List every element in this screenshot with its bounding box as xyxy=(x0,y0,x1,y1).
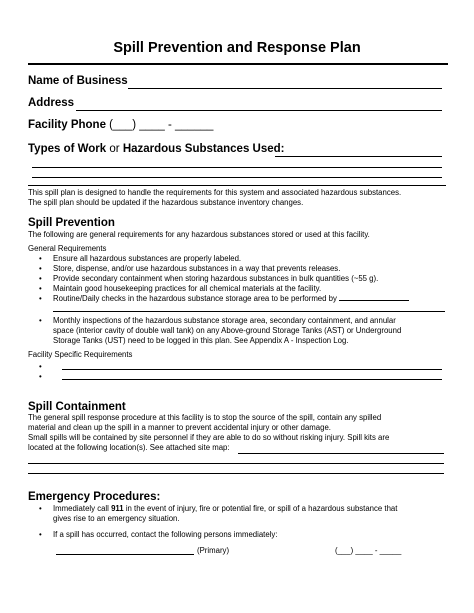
spill-prevention-lead: The following are general requirements for any hazardous substances stored or used at this facility. xyxy=(28,230,370,239)
list-item-text: Ensure all hazardous substances are properly labeled. xyxy=(53,254,242,263)
list-item xyxy=(28,284,458,294)
hazardous-text: Hazardous Substances Used: xyxy=(122,143,285,155)
page-title: Spill Prevention and Response Plan xyxy=(113,40,361,56)
primary-label: (Primary) xyxy=(197,546,230,555)
bullet-icon: • xyxy=(39,274,42,283)
list-item xyxy=(28,264,458,274)
bullet-icon: • xyxy=(39,284,42,293)
intro-line: This spill plan is designed to handle the requirements for this system and associated hazardous substances. xyxy=(28,188,402,197)
general-requirements-list xyxy=(28,254,458,304)
general-requirements-label: General Requirements xyxy=(28,244,107,253)
emergency-item-text: in the event of injury, fire or potential fire, or spill of a hazardous substance that xyxy=(123,504,398,513)
primary-contact-field[interactable] xyxy=(56,554,194,555)
facility-requirement-field[interactable] xyxy=(62,379,442,380)
hazardous-field[interactable] xyxy=(275,156,442,157)
containment-line: The general spill response procedure at this facility is to stop the source of the spill, contain any spilled xyxy=(28,413,382,422)
list-item xyxy=(28,530,458,540)
bullet-icon: • xyxy=(39,504,42,513)
hazardous-extra-line[interactable] xyxy=(32,167,442,168)
monthly-inspection-list xyxy=(28,316,458,346)
list-item xyxy=(28,274,458,284)
bullet-icon: • xyxy=(39,264,42,273)
emergency-item-text: Immediately call xyxy=(53,504,112,513)
spill-prevention-heading: Spill Prevention xyxy=(28,217,115,229)
emergency-heading: Emergency Procedures: xyxy=(28,491,161,503)
title-divider xyxy=(28,63,448,65)
monthly-line: space (interior cavity of double wall tank) on any Above-ground Storage Tanks (AST) or Underground xyxy=(53,326,402,335)
list-item xyxy=(28,504,458,524)
business-label: Name of Business xyxy=(28,75,128,87)
phone-label-text: Facility Phone xyxy=(28,119,106,131)
facility-requirements-label: Facility Specific Requirements xyxy=(28,350,133,359)
list-item-text: Store, dispense, and/or use hazardous substances in a way that prevents releases. xyxy=(53,264,341,273)
monthly-line: Monthly inspections of the hazardous substance storage area, secondary containment, and annular xyxy=(53,316,396,325)
emergency-list xyxy=(28,504,458,540)
list-item-text: Routine/Daily checks in the hazardous substance storage area to be performed by xyxy=(53,294,337,303)
monthly-line: Storage Tanks (UST) need to be logged in this plan. See Appendix A - Inspection Log. xyxy=(53,336,349,345)
types-of-work-text: Types of Work xyxy=(28,143,107,155)
facility-requirement-field[interactable] xyxy=(62,369,442,370)
routine-checks-extra-line[interactable] xyxy=(53,311,445,312)
bullet-icon: • xyxy=(39,530,42,539)
routine-checks-field[interactable] xyxy=(339,300,409,301)
or-text: or xyxy=(109,143,120,155)
bullet-icon: • xyxy=(39,372,42,381)
bullet-icon: • xyxy=(39,362,42,371)
spill-containment-heading: Spill Containment xyxy=(28,401,126,413)
emergency-number: 911 xyxy=(111,504,124,513)
list-item-text: Maintain good housekeeping practices for all chemical materials at the facility. xyxy=(53,284,322,293)
emergency-item-text: If a spill has occurred, contact the following persons immediately: xyxy=(53,530,278,539)
types-label xyxy=(28,143,285,155)
address-field[interactable] xyxy=(76,110,442,111)
emergency-item-text: gives rise to an emergency situation. xyxy=(53,514,180,523)
address-label: Address xyxy=(28,97,75,109)
hazardous-extra-line[interactable] xyxy=(32,177,442,178)
containment-line: material and clean up the spill in a manner to prevent accidental injury or other damage. xyxy=(28,423,331,432)
containment-line: located at the following location(s). See attached site map: xyxy=(28,443,230,452)
spill-kit-location-line[interactable] xyxy=(28,473,444,474)
list-item xyxy=(28,294,458,304)
primary-phone-field[interactable]: (___) ____ - _____ xyxy=(335,546,402,555)
spill-kit-location-line[interactable] xyxy=(28,463,444,464)
spill-kit-location-field[interactable] xyxy=(238,453,444,454)
intro-line: The spill plan should be updated if the hazardous substance inventory changes. xyxy=(28,198,304,207)
phone-label xyxy=(28,119,213,131)
list-item xyxy=(28,316,458,346)
spill-containment-text xyxy=(28,413,458,453)
business-field[interactable] xyxy=(128,88,442,89)
bullet-icon: • xyxy=(39,254,42,263)
containment-line: Small spills will be contained by site personnel if they are able to do so without risking injury. Spill kits are xyxy=(28,433,390,442)
bullet-icon: • xyxy=(39,316,42,325)
phone-mask[interactable]: (___) ____ - ______ xyxy=(109,119,214,131)
list-item xyxy=(28,254,458,264)
intro-text xyxy=(28,188,448,208)
intro-divider xyxy=(28,185,446,186)
bullet-icon: • xyxy=(39,294,42,303)
list-item-text: Provide secondary containment when storing hazardous substances in bulk quantities (~55 g). xyxy=(53,274,379,283)
